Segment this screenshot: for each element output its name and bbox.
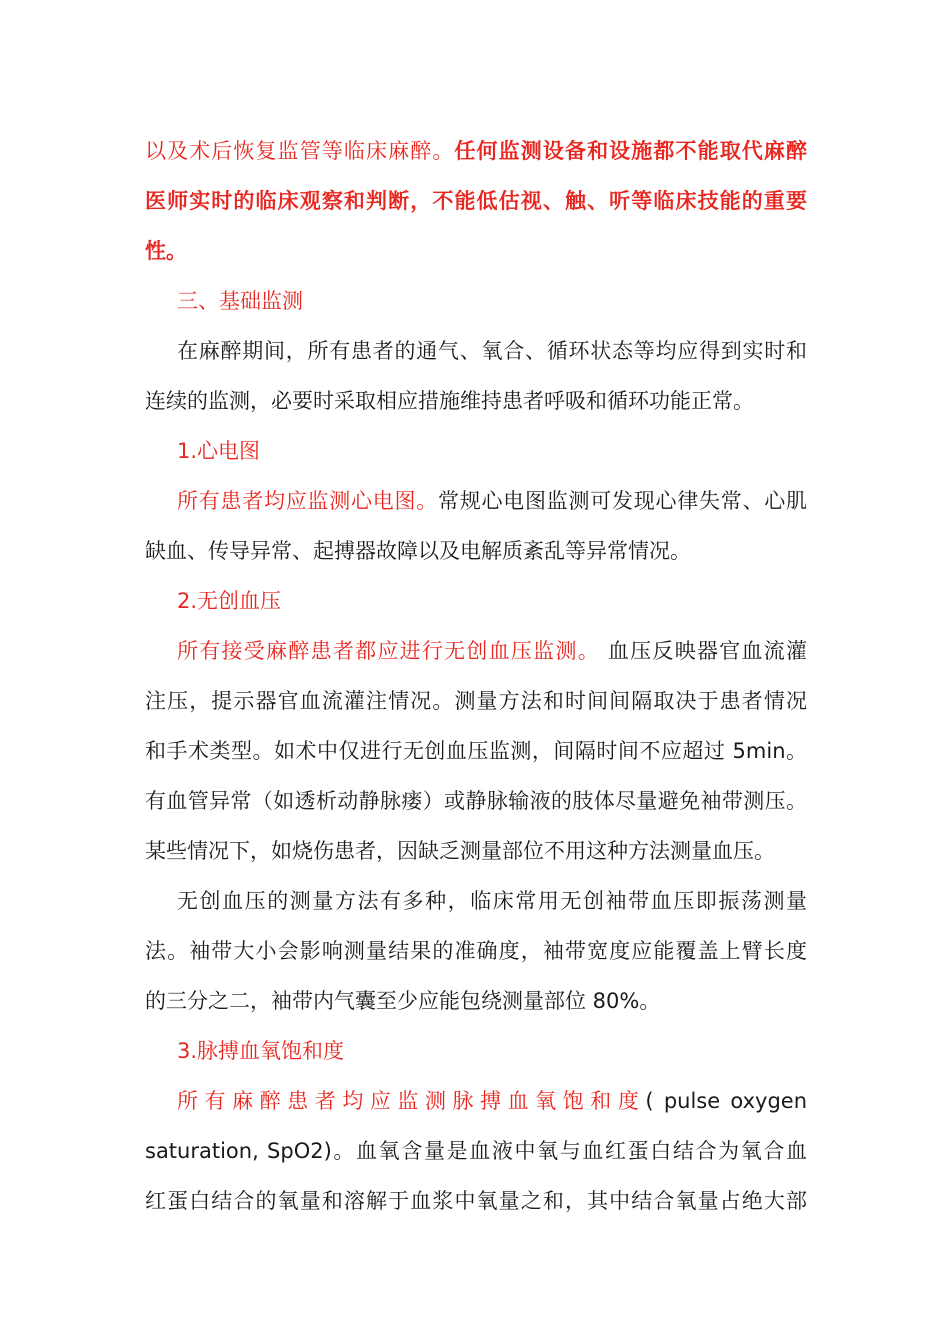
paragraph-line: 性。 [145,239,187,263]
paragraph-line: 医师实时的临床观察和判断，不能低估视、触、听等临床技能的重要 [145,189,807,213]
paragraph-line: 和手术类型。如术中仅进行无创血压监测，间隔时间不应超过 5min。 [145,739,807,763]
red-text: 所有患者均应监测心电图。 [177,489,438,513]
body-text: 常规心电图监测可发现心律失常、心肌 [438,489,807,513]
paragraph-line [177,636,807,666]
paragraph-line [177,1086,807,1116]
subsection-heading: 2.无创血压 [177,589,282,613]
section-heading: 三、基础监测 [177,289,303,313]
paragraph-line: 法。袖带大小会影响测量结果的准确度，袖带宽度应能覆盖上臂长度 [145,939,807,963]
paragraph-line: 有血管异常（如透析动静脉瘘）或静脉输液的肢体尽量避免袖带测压。 [145,789,807,813]
body-text: ( pulse oxygen [645,1089,807,1113]
subsection-heading: 1.心电图 [177,439,261,463]
paragraph-line: 某些情况下，如烧伤患者，因缺乏测量部位不用这种方法测量血压。 [145,839,775,863]
paragraph-line: 在麻醉期间，所有患者的通气、氧合、循环状态等均应得到实时和 [177,339,807,363]
paragraph-line [145,136,807,166]
red-text: 所有麻醉患者均应监测脉搏血氧饱和度 [177,1089,646,1113]
paragraph-line: 连续的监测，必要时采取相应措施维持患者呼吸和循环功能正常。 [145,389,754,413]
bold-red-text: 任何监测设备和设施都不能取代麻醉 [454,139,807,163]
red-text: 以及术后恢复监管等临床麻醉。 [145,139,455,163]
red-text: 所有接受麻醉患者都应进行无创血压监测。 [177,639,600,663]
body-text: 血压反映器官血流灌 [599,639,807,663]
paragraph-line: saturation, SpO2)。血氧含量是血液中氧与血红蛋白结合为氧合血 [145,1139,807,1163]
paragraph-line: 无创血压的测量方法有多种，临床常用无创袖带血压即振荡测量 [177,889,807,913]
paragraph-line: 红蛋白结合的氧量和溶解于血浆中氧量之和，其中结合氧量占绝大部 [145,1189,807,1213]
subsection-heading: 3.脉搏血氧饱和度 [177,1039,345,1063]
paragraph-line: 缺血、传导异常、起搏器故障以及电解质紊乱等异常情况。 [145,539,691,563]
paragraph-line: 的三分之二，袖带内气囊至少应能包绕测量部位 80%。 [145,989,661,1013]
paragraph-line [177,486,807,516]
paragraph-line: 注压，提示器官血流灌注情况。测量方法和时间间隔取决于患者情况 [145,689,807,713]
